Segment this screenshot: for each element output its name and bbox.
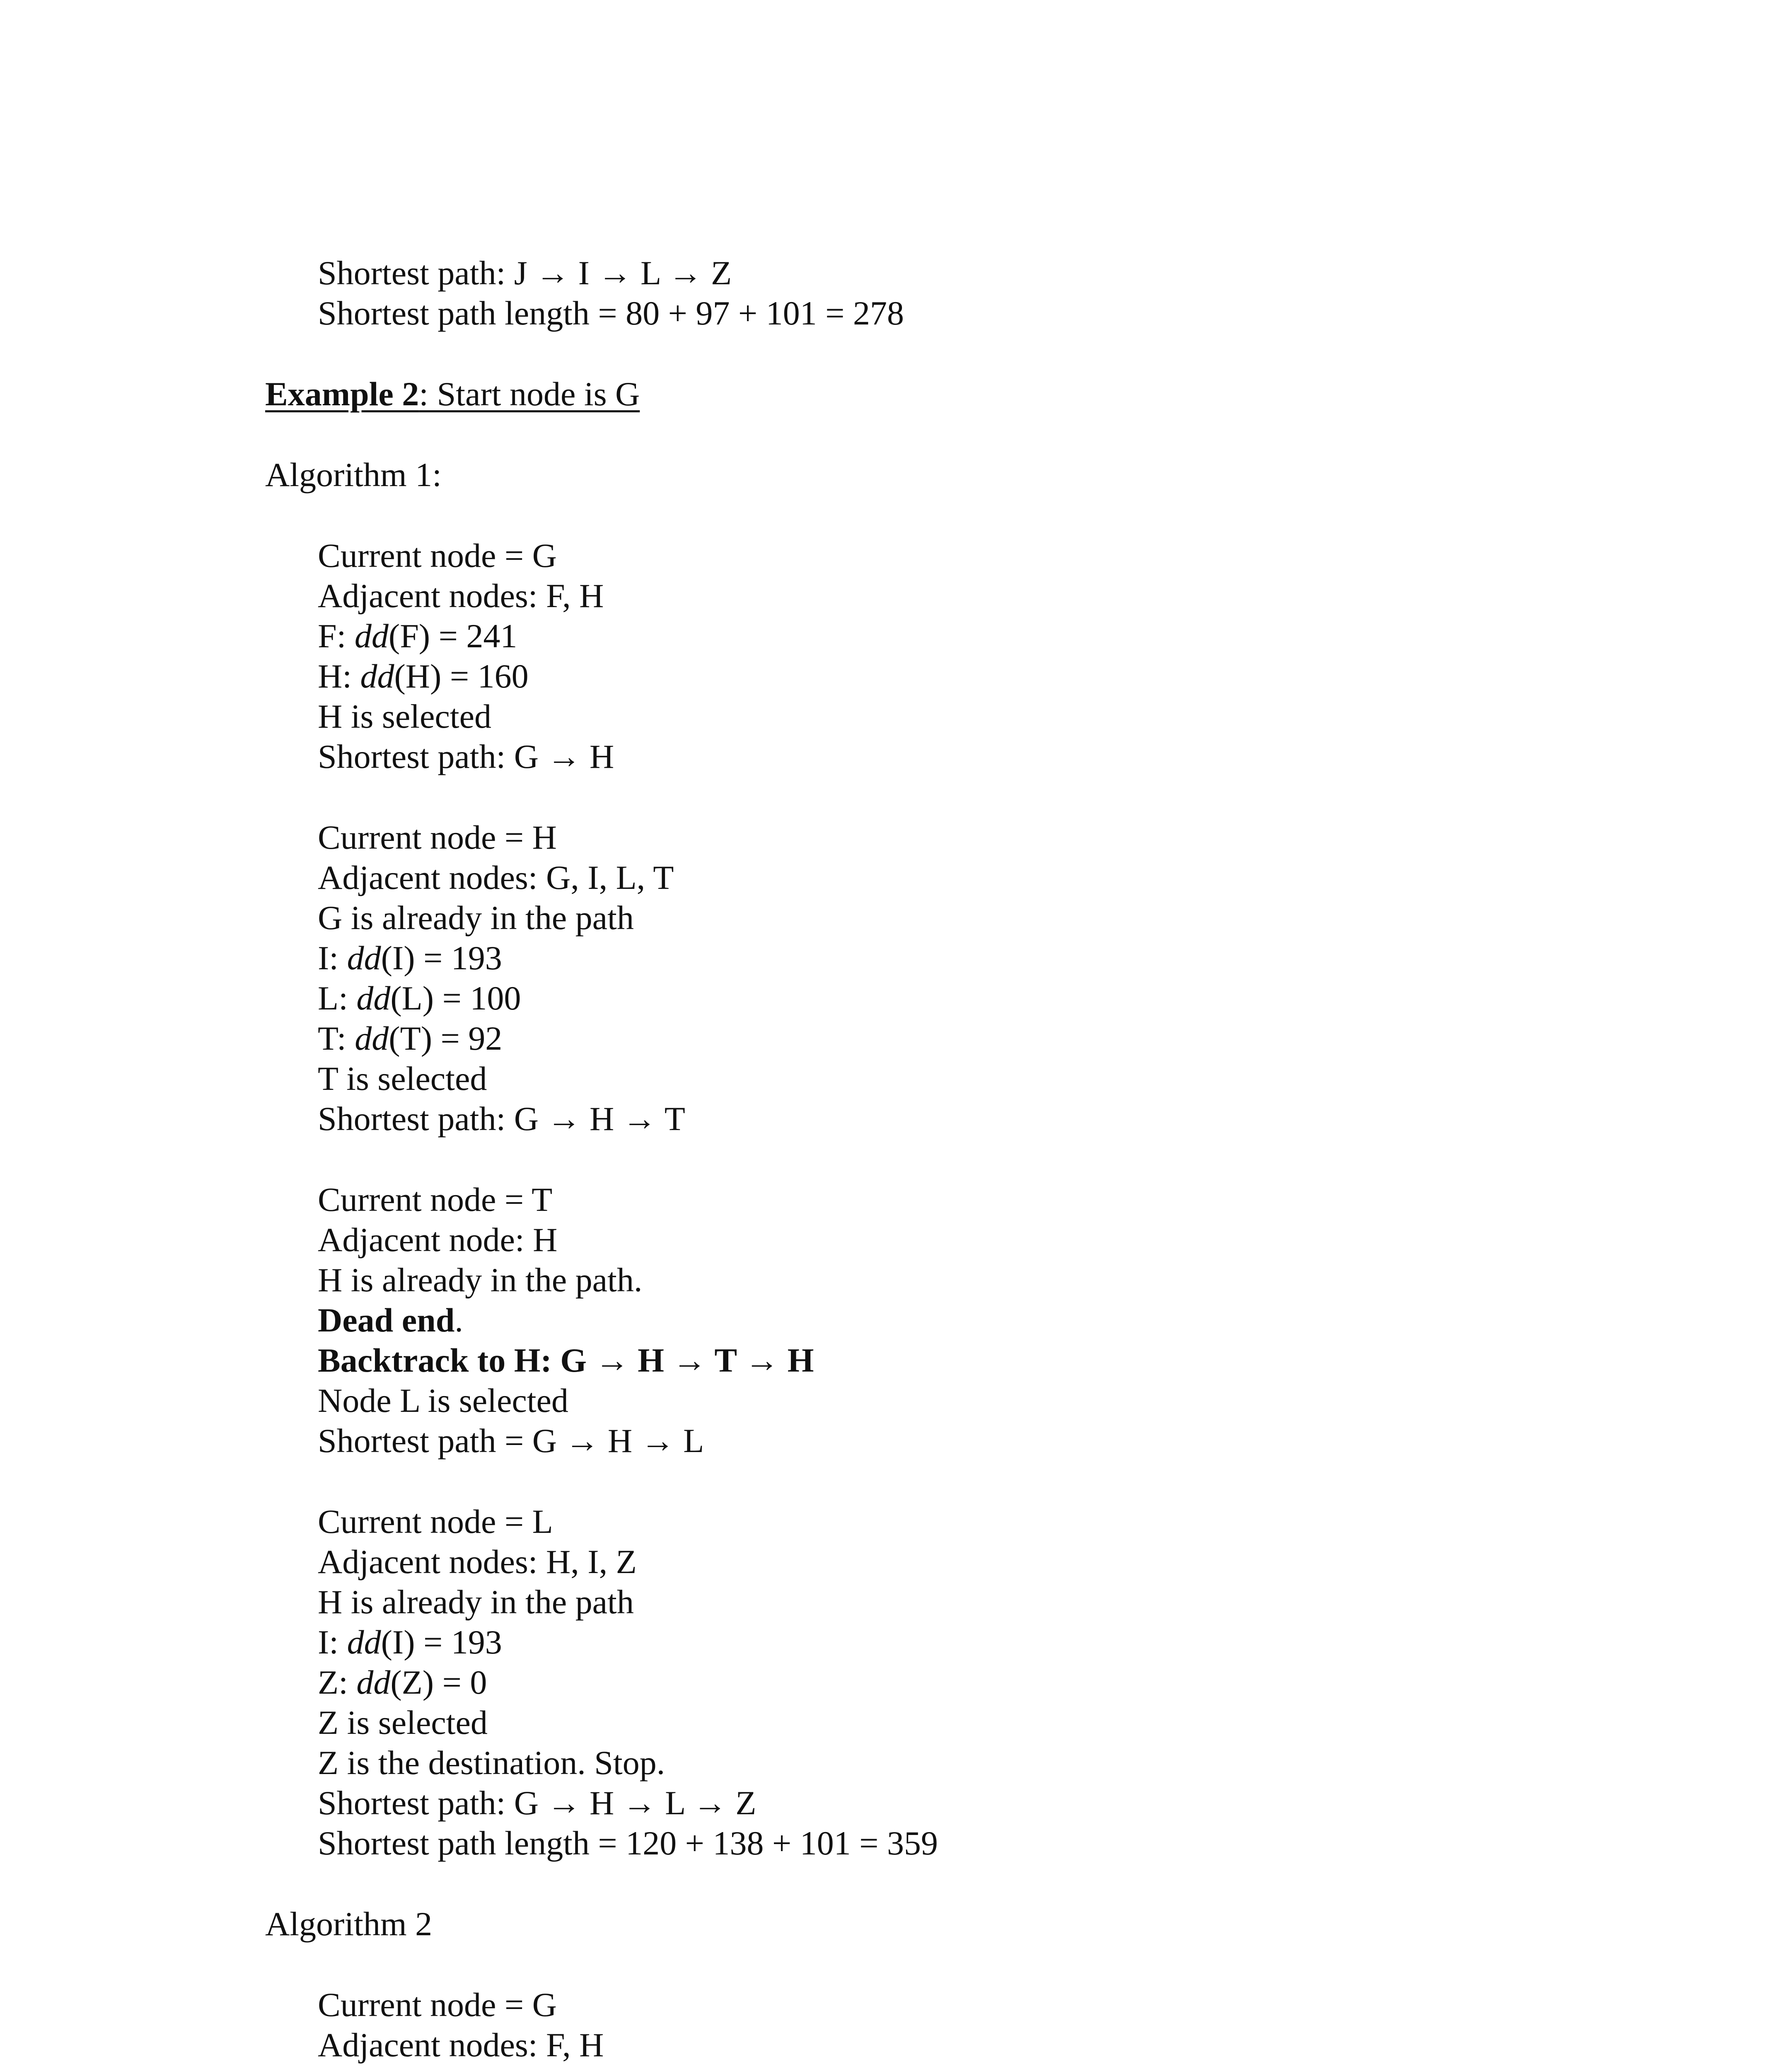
step2-selected: T is selected (318, 1060, 487, 1097)
step4-shortest-path-length: Shortest path length = 120 + 138 + 101 = 359 (318, 1824, 938, 1862)
step3-adjacent-node: Adjacent node: H (318, 1221, 558, 1259)
function-name: dd (355, 1019, 389, 1057)
step3-backtrack: Backtrack to H: G → H → T → H (318, 1341, 814, 1379)
alg2-current-node: Current node = G (318, 1986, 557, 2024)
step3-shortest-path: Shortest path = G → H → L (318, 1422, 704, 1460)
label-text: I: (318, 939, 347, 977)
function-name: dd (360, 657, 394, 695)
step3-selected: Node L is selected (318, 1382, 568, 1419)
step4-dd-z (318, 1662, 487, 1703)
dead-end-text: Dead end (318, 1301, 455, 1339)
step4-shortest-path: Shortest path: G → H → L → Z (318, 1784, 757, 1822)
step1-shortest-path: Shortest path: G → H (318, 738, 614, 775)
algorithm-2-heading: Algorithm 2 (265, 1905, 433, 1943)
value-text: (Z) = 0 (390, 1663, 487, 1701)
example-start-node: : Start node is G (419, 375, 640, 413)
step2-dd-t (318, 1018, 502, 1059)
function-name: dd (356, 979, 391, 1017)
step1-adjacent-nodes: Adjacent nodes: F, H (318, 577, 604, 615)
label-text: F: (318, 617, 355, 655)
algorithm-1-heading: Algorithm 1: (265, 456, 442, 494)
step2-current-node: Current node = H (318, 818, 557, 856)
intro-shortest-path: Shortest path: J → I → L → Z (318, 254, 732, 292)
alg2-adjacent-nodes: Adjacent nodes: F, H (318, 2026, 604, 2064)
function-name: dd (347, 939, 381, 977)
step3-note: H is already in the path. (318, 1261, 643, 1299)
example-heading (265, 374, 640, 414)
label-text: Z: (318, 1663, 357, 1701)
value-text: (I) = 193 (381, 1623, 502, 1661)
step2-adjacent-nodes: Adjacent nodes: G, I, L, T (318, 859, 674, 896)
function-name: dd (354, 617, 389, 655)
step4-destination: Z is the destination. Stop. (318, 1744, 665, 1782)
value-text: (T) = 92 (389, 1019, 503, 1057)
step4-current-node: Current node = L (318, 1503, 553, 1540)
step4-note: H is already in the path (318, 1583, 634, 1621)
step1-dd-f (318, 616, 517, 656)
step2-dd-l (318, 978, 521, 1019)
step1-current-node: Current node = G (318, 537, 557, 574)
value-text: (L) = 100 (390, 979, 521, 1017)
label-text: I: (318, 1623, 347, 1661)
step1-dd-h (318, 656, 529, 697)
intro-shortest-path-length: Shortest path length = 80 + 97 + 101 = 278 (318, 294, 904, 332)
function-name: dd (356, 1663, 391, 1701)
step3-current-node: Current node = T (318, 1181, 553, 1218)
step1-selected: H is selected (318, 697, 491, 735)
step4-dd-i (318, 1622, 502, 1663)
step4-adjacent-nodes: Adjacent nodes: H, I, Z (318, 1543, 637, 1581)
step2-note: G is already in the path (318, 899, 634, 937)
value-text: (H) = 160 (394, 657, 529, 695)
period: . (455, 1301, 463, 1339)
value-text: (I) = 193 (381, 939, 502, 977)
step2-shortest-path: Shortest path: G → H → T (318, 1100, 685, 1138)
example-label: Example 2 (265, 375, 419, 413)
label-text: L: (318, 979, 357, 1017)
step2-dd-i (318, 938, 502, 978)
value-text: (F) = 241 (388, 617, 517, 655)
label-text: T: (318, 1019, 355, 1057)
function-name: dd (347, 1623, 381, 1661)
label-text: H: (318, 657, 360, 695)
step4-selected: Z is selected (318, 1704, 488, 1741)
step3-dead-end (318, 1300, 463, 1341)
